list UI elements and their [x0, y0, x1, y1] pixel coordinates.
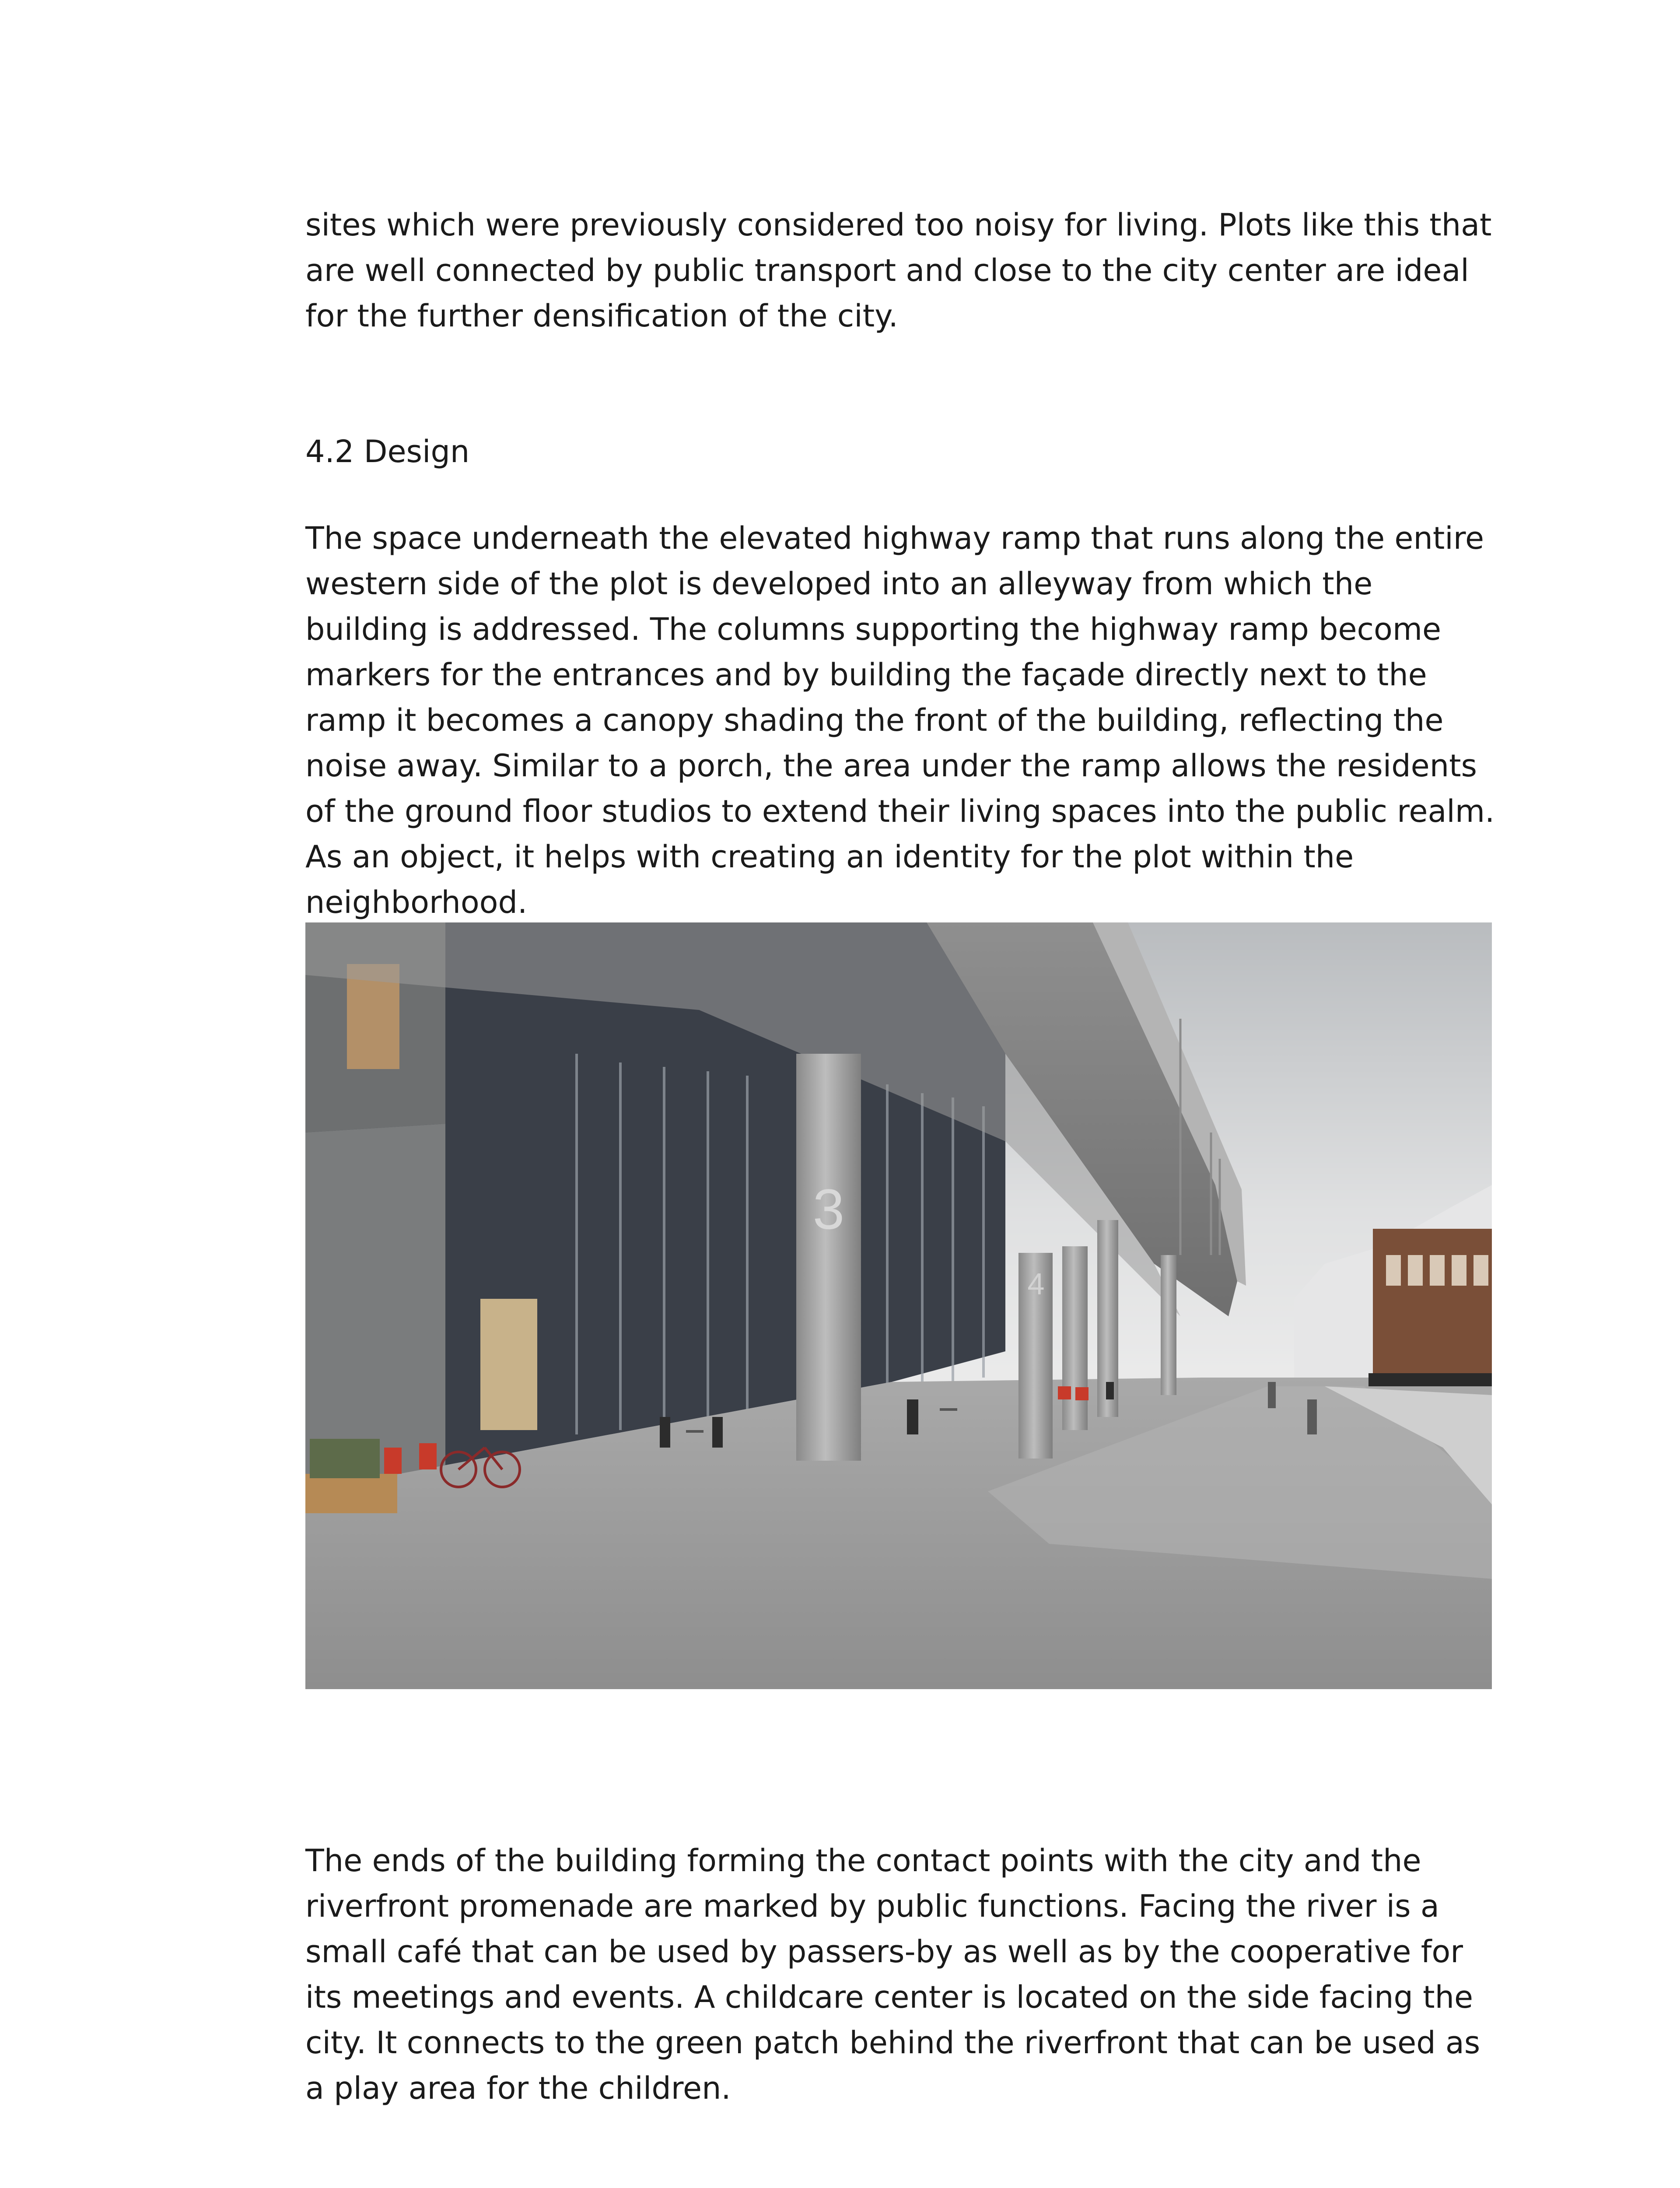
paragraph-intro: sites which were previously considered too noisy for living. Plots like this that are well connected by public transport and close to the city center are ideal for the further densification of the city.: [305, 207, 1492, 334]
train-platform: [1368, 1373, 1492, 1386]
architectural-rendering: [305, 922, 1492, 1689]
column-7: [1161, 1255, 1176, 1395]
column-marker-4: 4: [1027, 1267, 1045, 1301]
planter-greenery: [310, 1439, 380, 1478]
column-3: [796, 1054, 861, 1461]
column-marker-3: 3: [812, 1177, 845, 1241]
building-lower-left: [305, 1124, 445, 1491]
column-5: [1062, 1246, 1088, 1430]
paragraph-ends: The ends of the building forming the contact points with the city and the riverfront promenade are marked by public functions. Facing the river is a small café that can be used by passers-by as well as by the cooperative for its meetings and events. A childcare center is located on the side facing the city. It connects to the green patch behind the riverfront that can be used as a play area for the children.: [305, 1843, 1480, 2106]
planter-box: [305, 1474, 397, 1513]
section-heading: 4.2 Design: [305, 434, 470, 470]
door-panel: [480, 1299, 537, 1430]
paragraph-design: The space underneath the elevated highway ramp that runs along the entire western side of the plot is developed into an alleyway from which the building is addressed. The columns supporting the highway ramp become markers for the entrances and by building the façade directly next to the ramp it becomes a canopy shading the front of the building, reflecting the noise away. Similar to a porch, the area under the ramp allows the residents of the ground floor studios to extend their living spaces into the public realm. As an object, it helps with creating an identity for the plot within the neighborhood.: [305, 520, 1495, 920]
train: [1373, 1229, 1492, 1373]
